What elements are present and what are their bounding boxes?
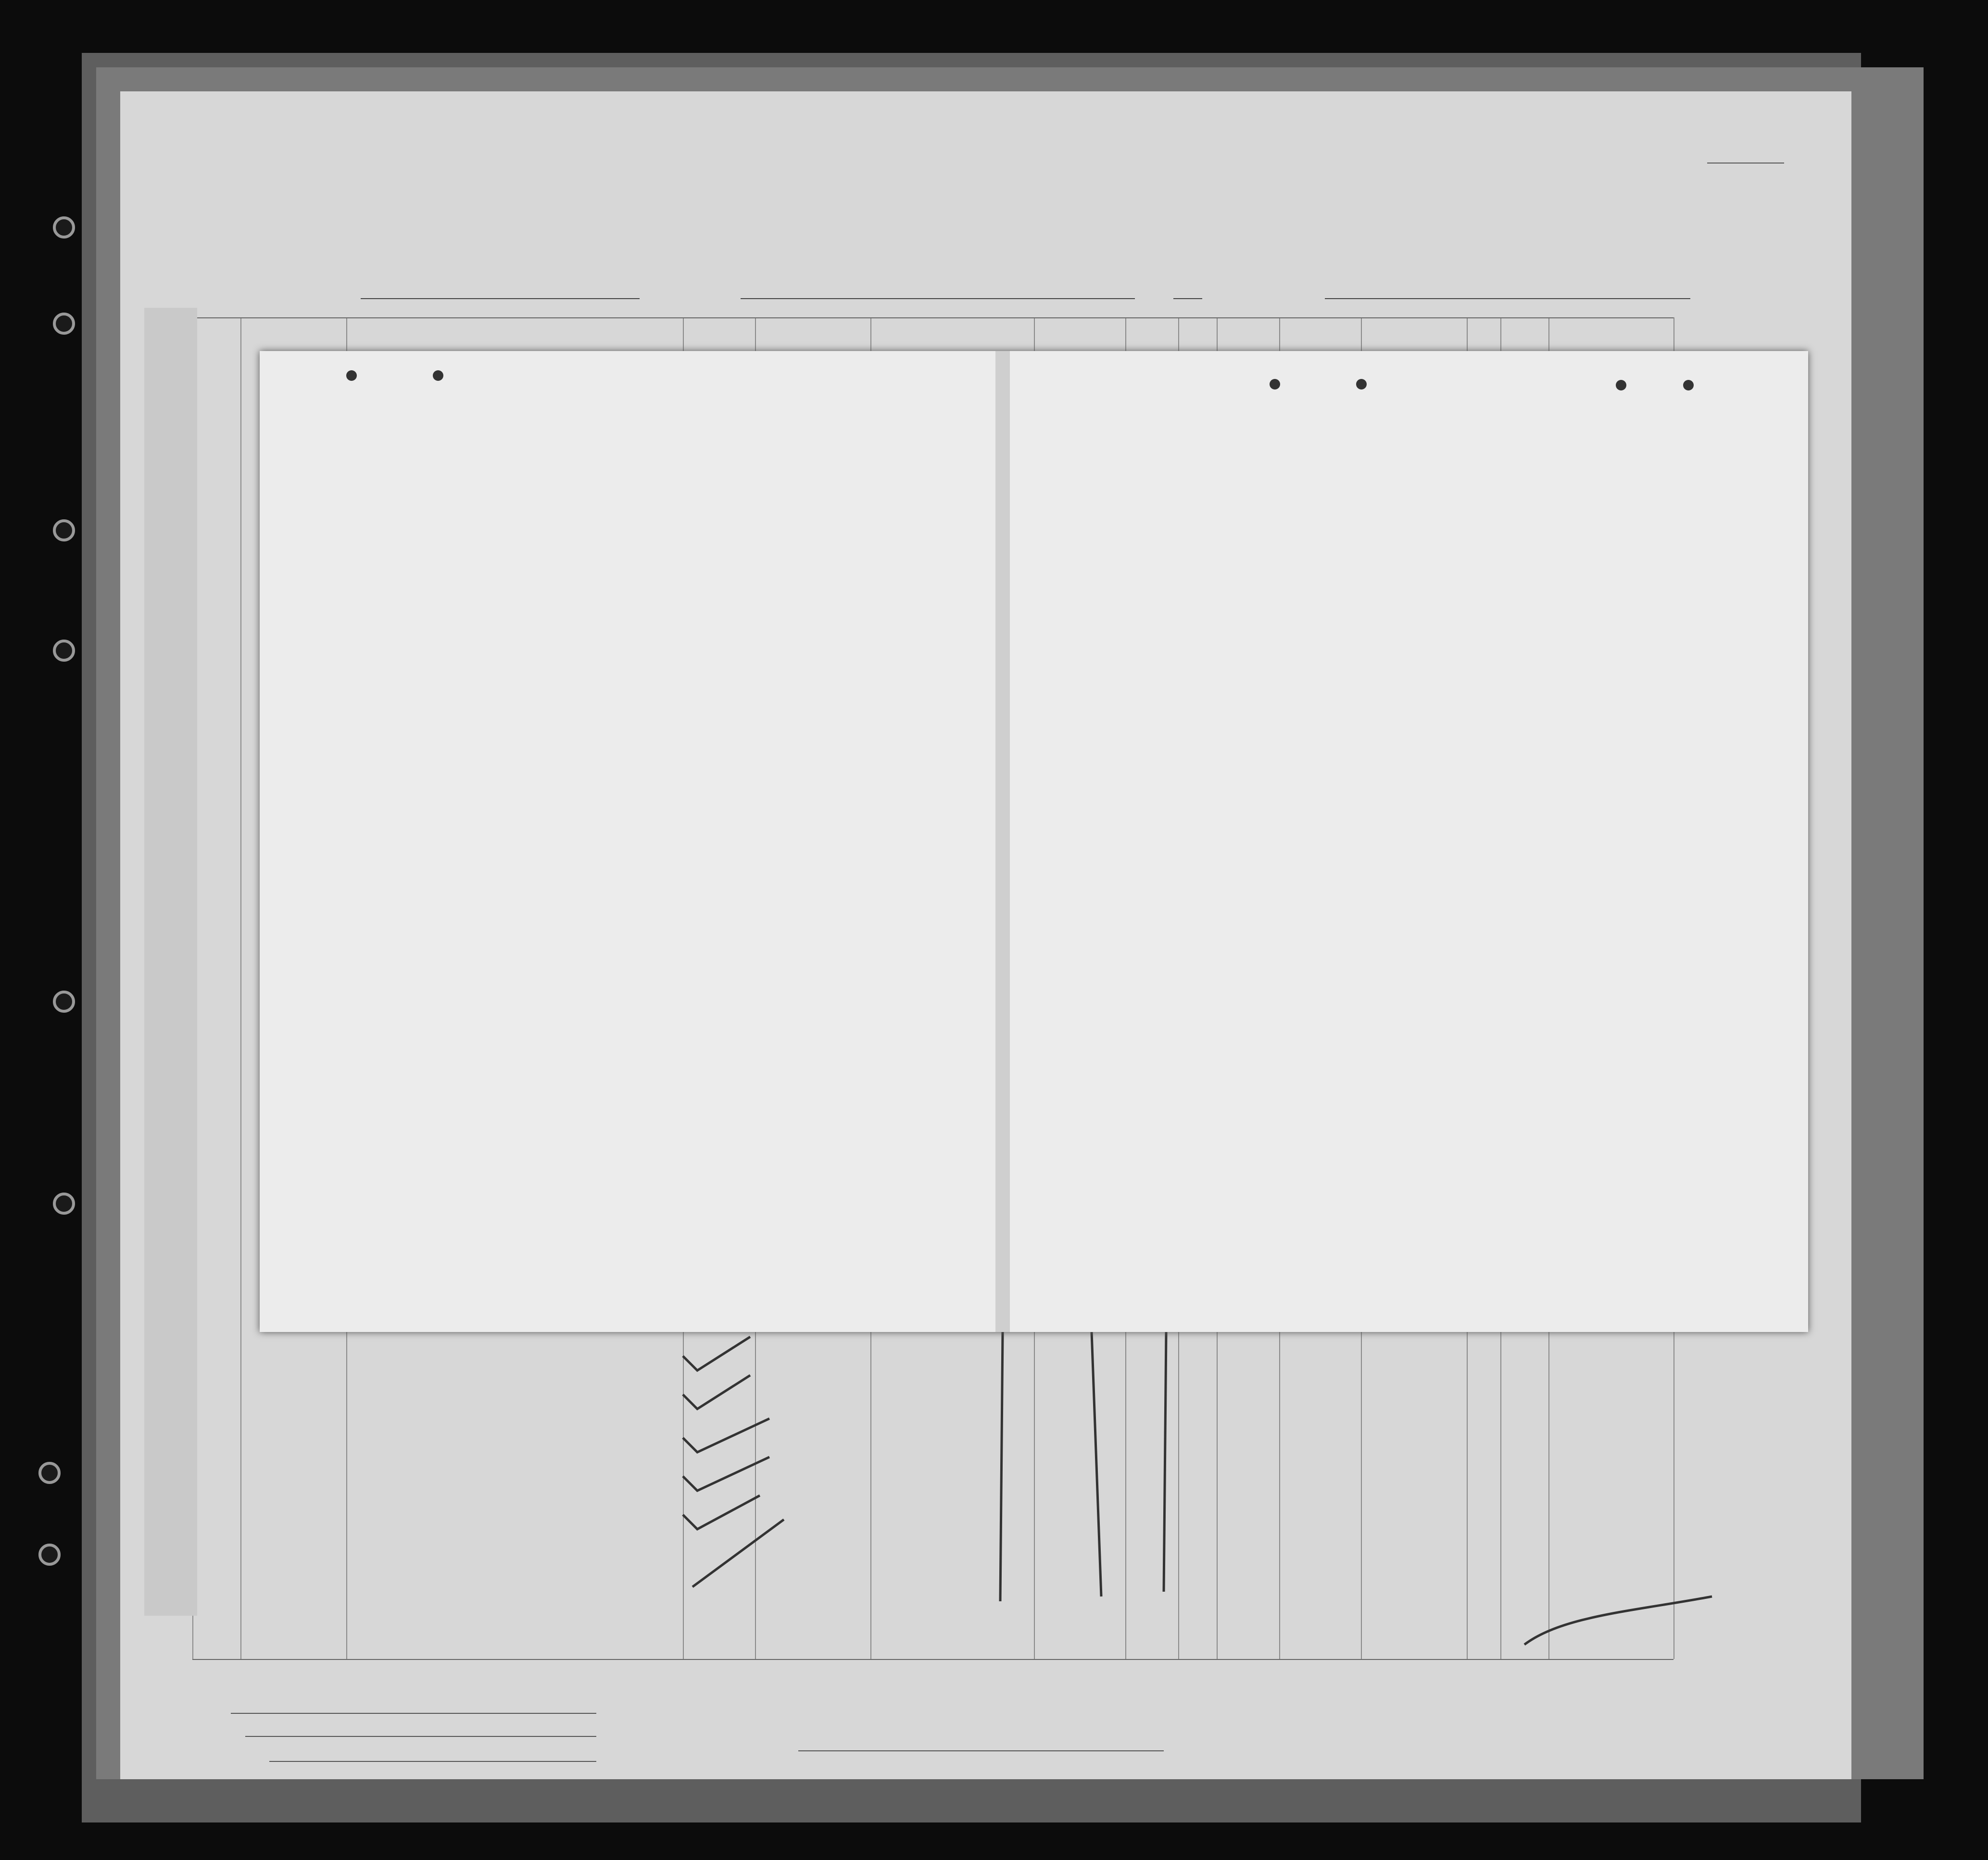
discharged-seamen-sheet [260, 351, 1808, 1332]
check-mark [683, 1457, 769, 1491]
check-mark [683, 1375, 750, 1409]
ditto-stroke [1164, 1332, 1166, 1592]
check-mark [683, 1419, 769, 1452]
ditto-stroke [1092, 1332, 1101, 1596]
check-mark [683, 1337, 750, 1370]
total-flourish [1524, 1596, 1712, 1645]
check-mark [683, 1496, 760, 1529]
check-mark [692, 1520, 784, 1587]
center-fold [995, 351, 1010, 1332]
ditto-stroke [1000, 1332, 1003, 1601]
